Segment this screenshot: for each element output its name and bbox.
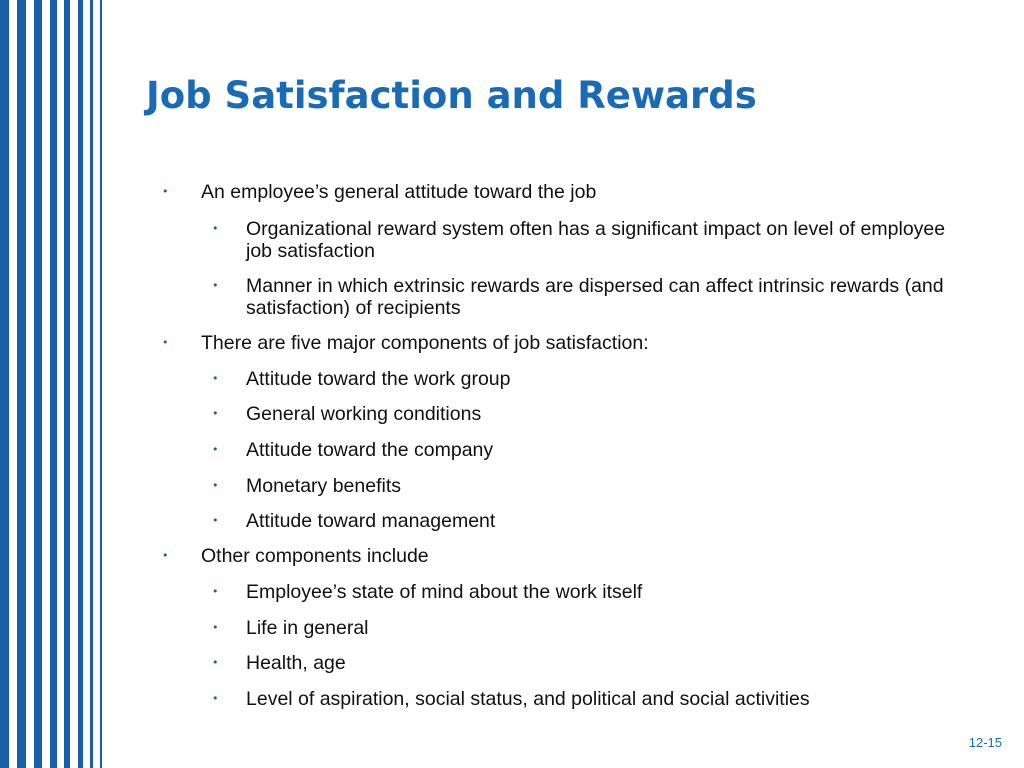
sub-bullet-item: Employee’s state of mind about the work itself (246, 581, 643, 603)
bullet-icon: • (212, 479, 219, 492)
sub-bullet-item: Life in general (246, 617, 369, 639)
bullet-icon: • (212, 585, 219, 598)
bullet-item: There are five major components of job satisfaction: (201, 332, 649, 354)
decorative-stripe (34, 0, 42, 768)
bullet-icon: • (212, 222, 219, 235)
sub-bullet-item: General working conditions (246, 403, 482, 425)
sub-bullet-item: Monetary benefits (246, 475, 402, 497)
sub-bullet-item: Attitude toward the work group (246, 368, 511, 390)
slide-title: Job Satisfaction and Rewards (146, 74, 757, 117)
sub-bullet-item: Health, age (246, 652, 346, 674)
sub-bullet-item: Organizational reward system often has a significant impact on level of employee job satisfaction (246, 218, 946, 262)
sub-bullet-item: Attitude toward the company (246, 439, 494, 461)
decorative-stripe (100, 0, 102, 768)
bullet-icon: • (212, 692, 219, 705)
decorative-stripe (90, 0, 93, 768)
bullet-item: An employee’s general attitude toward the job (201, 181, 597, 203)
page-number: 12-15 (968, 735, 1002, 750)
bullet-icon: • (162, 336, 169, 349)
bullet-icon: • (212, 279, 219, 292)
bullet-icon: • (212, 407, 219, 420)
decorative-stripe (0, 0, 9, 768)
sub-bullet-item: Attitude toward management (246, 510, 496, 532)
bullet-icon: • (212, 443, 219, 456)
decorative-stripe (17, 0, 26, 768)
bullet-icon: • (212, 621, 219, 634)
bullet-icon: • (212, 372, 219, 385)
sub-bullet-item: Manner in which extrinsic rewards are dispersed can affect intrinsic rewards (and satisfaction) of recipients (246, 275, 944, 319)
bullet-item: Other components include (201, 545, 429, 567)
bullet-icon: • (212, 656, 219, 669)
sub-bullet-item: Level of aspiration, social status, and political and social activities (246, 688, 810, 710)
bullet-icon: • (212, 514, 219, 527)
bullet-icon: • (162, 549, 169, 562)
decorative-stripe (78, 0, 83, 768)
decorative-stripe (50, 0, 57, 768)
decorative-stripe (64, 0, 70, 768)
bullet-icon: • (162, 185, 169, 198)
